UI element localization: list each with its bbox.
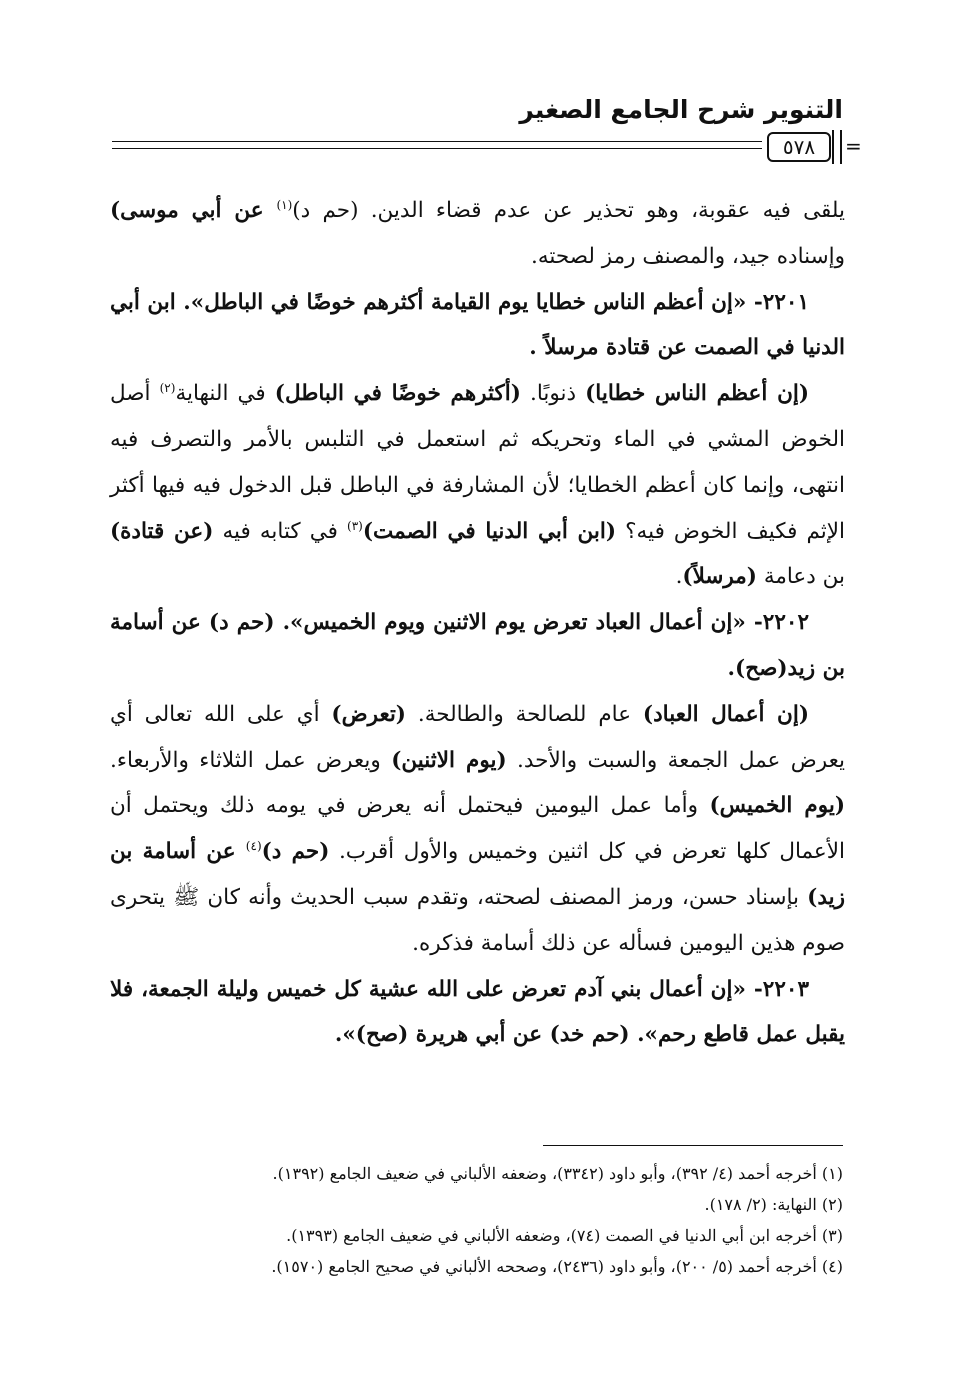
text-segment: (حم د) bbox=[292, 198, 359, 223]
text-segment: (حم د) bbox=[261, 839, 330, 865]
text-segment: وإسناده جيد، والمصنف رمز لصحته. bbox=[531, 243, 845, 269]
paragraph bbox=[110, 280, 845, 372]
footnote-ref: (٣) bbox=[347, 518, 363, 533]
page-number: ٥٧٨ bbox=[767, 132, 831, 162]
text-segment: . bbox=[675, 564, 683, 590]
paragraph bbox=[110, 967, 845, 1059]
text-segment: (إن أعظم الناس خطايا) bbox=[585, 381, 810, 407]
text-segment: (إن أعمال العباد) bbox=[642, 701, 809, 727]
text-segment: ذنوبًا. bbox=[520, 381, 586, 407]
paragraph bbox=[110, 371, 845, 600]
footnote: (٢) النهاية: (٢/ ١٧٨). bbox=[704, 1195, 843, 1214]
footnote-ref: (٢) bbox=[159, 381, 176, 396]
page-number-ornament-mark: = bbox=[845, 134, 862, 158]
text-segment: (عن قتادة) bbox=[110, 518, 214, 544]
text-segment: (يوم الاثنين) bbox=[391, 747, 507, 773]
text-segment: (أكثرهم خوضًا في الباطل) bbox=[274, 381, 521, 407]
header-rule-bottom bbox=[112, 148, 762, 149]
text-segment: ٢٢٠١- «إن أعظم الناس خطايا يوم القيامة أكثرهم خوضًا في الباطل». ابن أبي الدنيا في الصمت عن قتادة مرسلاً . bbox=[110, 289, 845, 361]
text-segment: يلقى فيه عقوبة، وهو تحذير عن عدم قضاء الدين. bbox=[358, 198, 845, 223]
running-title: التنوير شرح الجامع الصغير bbox=[519, 95, 843, 124]
text-segment: عن أبي موسى) bbox=[110, 198, 277, 223]
text-segment: ٢٢٠٢- «إن أعمال العباد تعرض يوم الاثنين ويوم الخميس». (حم د) عن أسامة بن زيد(صح). bbox=[110, 610, 845, 681]
text-segment: بن دعامة bbox=[756, 564, 845, 590]
footnote-ref: (١) bbox=[276, 197, 293, 212]
footnote: (٤) أخرجه أحمد (٥/ ٢٠٠)، وأبو داود (٢٤٣٦)، وصححه الألباني في صحيح الجامع (١٥٧٠). bbox=[271, 1257, 843, 1276]
paragraph bbox=[110, 600, 845, 692]
footnotes bbox=[108, 1158, 843, 1282]
footnote: (١) أخرجه أحمد (٤/ ٣٩٢)، وأبو داود (٣٣٤٢)، وضعفه الألباني في ضعيف الجامع (١٣٩٢). bbox=[272, 1164, 843, 1183]
text-segment: في كتابه فيه bbox=[213, 518, 348, 544]
text-segment: (مرسلاً) bbox=[682, 564, 757, 590]
text-segment: عن أسامة بن زيد) bbox=[110, 839, 845, 910]
text-segment: (يوم الخميس) bbox=[709, 793, 845, 819]
text-segment: أصل الخوض المشي في الماء وتحريكه ثم استعمل في التلبس بالأمر والتصرف فيه انتهى، وإنما كان أعظم الخطايا؛ لأن المشارفة في الباطل قبل الدخول فيه فيها أكثر الإثم فكيف الخوض فيه؟ bbox=[110, 381, 845, 544]
text-segment: ٢٢٠٣- «إن أعمال بني آدم تعرض على الله عشية كل خميس وليلة الجمعة، فلا يقبل عمل قاطع رحم». (حم خد) عن أبي هريرة (صح)». bbox=[110, 976, 845, 1048]
paragraph bbox=[110, 188, 845, 280]
paragraph bbox=[110, 692, 845, 967]
page-number-ornament bbox=[832, 130, 842, 164]
text-segment: أي على الله تعالى أي يعرض عمل الجمعة والسبت والأحد. bbox=[110, 701, 846, 773]
footnote-ref: (٤) bbox=[245, 839, 262, 853]
text-segment: (تعرض) bbox=[331, 701, 406, 727]
text-segment: بإسناد حسن، ورمز المصنف لصحته، وتقدم سبب الحديث وأنه كان ﷺ يتحرى صوم هذين اليومين فسأله عن ذلك أسامة فذكره. bbox=[110, 884, 845, 956]
text-segment: في النهاية bbox=[175, 381, 275, 407]
text-segment: وأما عمل اليومين فيحتمل أنه يعرض في يومه ذلك ويحتمل أن الأعمال كلها تعرض في كل اثنين وخميس والأول أقرب. bbox=[110, 793, 845, 865]
header-rule-top bbox=[112, 141, 762, 142]
text-segment: عام للصالحة والطالحة. bbox=[405, 701, 643, 727]
text-segment: (ابن أبي الدنيا في الصمت) bbox=[362, 518, 617, 544]
footnote-separator bbox=[543, 1145, 843, 1146]
footnote: (٣) أخرجه ابن أبي الدنيا في الصمت (٧٤)، وضعفه الألباني في ضعيف الجامع (١٣٩٣). bbox=[286, 1226, 843, 1245]
main-text bbox=[110, 188, 845, 1058]
text-segment: ويعرض عمل الثلاثاء والأربعاء. bbox=[110, 747, 392, 773]
